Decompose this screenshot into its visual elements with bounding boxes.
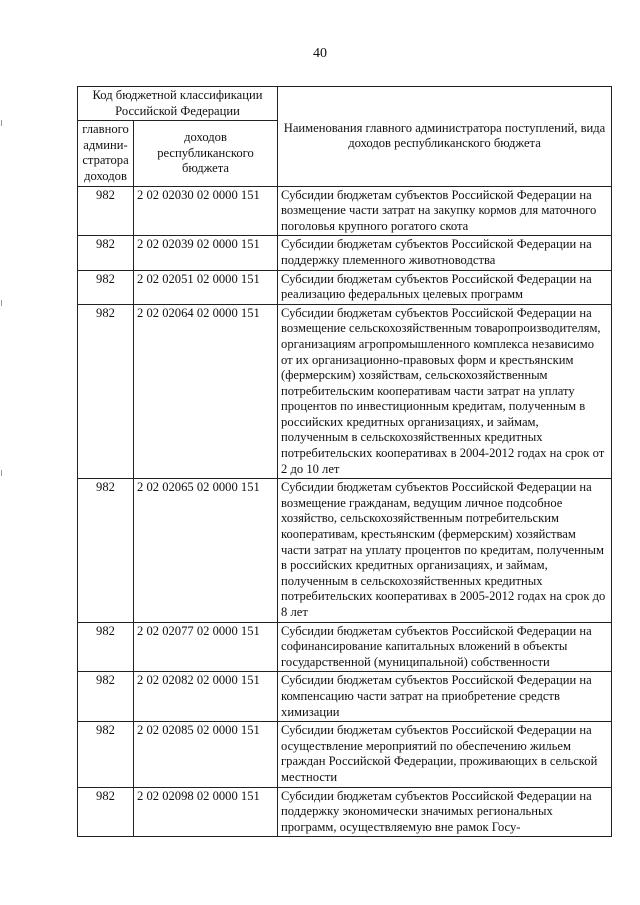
admin-code-cell: 982 <box>78 787 134 837</box>
table-row <box>78 304 612 479</box>
income-code-cell: 2 02 02064 02 0000 151 <box>134 304 278 479</box>
income-code-cell: 2 02 02085 02 0000 151 <box>134 722 278 787</box>
table-row <box>78 722 612 787</box>
admin-code-cell: 982 <box>78 622 134 672</box>
header-income: доходов республиканского бюджета <box>134 121 278 186</box>
income-name-cell: Субсидии бюджетам субъектов Российской Федерации на поддержку экономически значимых региональных программ, осуществляемую вне рамок Госу- <box>278 787 612 837</box>
table-row <box>78 186 612 236</box>
income-code-cell: 2 02 02030 02 0000 151 <box>134 186 278 236</box>
header-admin: главного админи-стратора доходов <box>78 121 134 186</box>
table-row <box>78 270 612 304</box>
table-row <box>78 672 612 722</box>
income-code-cell: 2 02 02098 02 0000 151 <box>134 787 278 837</box>
admin-code-cell: 982 <box>78 304 134 479</box>
income-name-cell: Субсидии бюджетам субъектов Российской Федерации на возмещение части затрат на закупку кормов для маточного поголовья крупного рогатого скота <box>278 186 612 236</box>
admin-code-cell: 982 <box>78 722 134 787</box>
header-name: Наименования главного администратора поступлений, вида доходов республиканского бюджета <box>278 87 612 187</box>
income-name-cell: Субсидии бюджетам субъектов Российской Федерации на поддержку племенного животноводства <box>278 236 612 270</box>
income-name-cell: Субсидии бюджетам субъектов Российской Федерации на осуществление мероприятий по обеспечению жильем граждан Российской Федерации, проживающих в сельской местности <box>278 722 612 787</box>
admin-code-cell: 982 <box>78 236 134 270</box>
income-name-cell: Субсидии бюджетам субъектов Российской Федерации на компенсацию части затрат на приобретение средств химизации <box>278 672 612 722</box>
income-code-cell: 2 02 02065 02 0000 151 <box>134 479 278 622</box>
table-row <box>78 622 612 672</box>
income-name-cell: Субсидии бюджетам субъектов Российской Федерации на софинансирование капитальных вложений в объекты государственной (муниципальной) собственности <box>278 622 612 672</box>
admin-code-cell: 982 <box>78 672 134 722</box>
income-name-cell: Субсидии бюджетам субъектов Российской Федерации на возмещение сельскохозяйственным товаропроизводителям, организациям агропромышленного комплекса независимо от их организационно-правовых форм и крестьянским (фермерским) хозяйствам, сельскохозяйственным потребительским кооперативам части затрат на уплату процентов по инвестиционным кредитам, полученным в российских кредитных организациях, и займам, полученным в сельскохозяйственных кредитных потребительских кооперативах в 2004-2012 годах на срок от 2 до 10 лет <box>278 304 612 479</box>
income-code-cell: 2 02 02051 02 0000 151 <box>134 270 278 304</box>
scan-edge-mark <box>0 0 3 905</box>
admin-code-cell: 982 <box>78 270 134 304</box>
budget-classification-table <box>77 86 612 837</box>
admin-code-cell: 982 <box>78 479 134 622</box>
admin-code-cell: 982 <box>78 186 134 236</box>
income-name-cell: Субсидии бюджетам субъектов Российской Федерации на реализацию федеральных целевых программ <box>278 270 612 304</box>
header-kbk-group: Код бюджетной классификации Российской Федерации <box>78 87 278 121</box>
income-code-cell: 2 02 02082 02 0000 151 <box>134 672 278 722</box>
income-name-cell: Субсидии бюджетам субъектов Российской Федерации на возмещение гражданам, ведущим личное подсобное хозяйство, сельскохозяйственным потребительским кооперативам, крестьянским (фермерским) хозяйствам части затрат на уплату процентов по кредитам, полученным в российских кредитных организациях, и займам, полученным в сельскохозяйственных кредитных потребительских кооперативах в 2005-2012 годах на срок до 8 лет <box>278 479 612 622</box>
income-code-cell: 2 02 02077 02 0000 151 <box>134 622 278 672</box>
table-row <box>78 236 612 270</box>
table-row <box>78 787 612 837</box>
income-code-cell: 2 02 02039 02 0000 151 <box>134 236 278 270</box>
page-number: 40 <box>313 46 327 61</box>
table-row <box>78 479 612 622</box>
